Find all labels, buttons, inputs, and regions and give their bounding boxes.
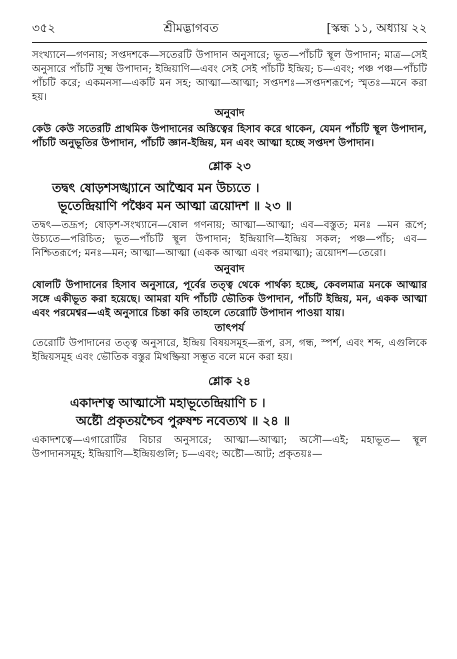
- verse-24-text: [32, 394, 427, 430]
- verse-23-line-1: তদ্বৎ ষোড়শসঙ্খ্যানে আত্মৈব মন উচ্যতে ।: [52, 180, 260, 195]
- page-header: [32, 20, 427, 42]
- book-title: শ্রীমদ্ভাগবত: [163, 21, 219, 35]
- synonyms-previous: সংখ্যানে—গণনায়; সপ্তদশকে—সতেরটি উপাদান অনুসারে; ভূত—পাঁচটি স্থূল উপাদান; মাত্র—সেই অনুসারে পাঁচটি সূক্ষ্ম উপাদান; ইন্দ্রিয়াণি—এবং সেই সেই পাঁচটি ইন্দ্রিয়; চ—এবং; পঞ্চ পঞ্চ—পাঁচটি পাঁচটি করে; একমনসা—একটি মন সহ; আত্মা—আত্মা; সপ্তদশঃ—সপ্তদশরূপে; স্মৃতঃ—মনে করা হয়।: [32, 50, 427, 103]
- verse-23-title: শ্লোক ২৩: [208, 159, 251, 173]
- header-rule: [32, 42, 427, 43]
- page-number: ৩৫২: [32, 21, 56, 35]
- translation-heading: অনুবাদ: [214, 107, 245, 119]
- verse-23-synonyms: তদ্বৎ—তদ্রূপ; ষোড়শ-সংখ্যানে—ষোল গণনায়; আত্মা—আত্মা; এব—বস্তুত; মনঃ —মন রূপে; উচ্যতে—পরিচিত; ভূত—পাঁচটি স্থূল উপাদান; ইন্দ্রিয়াণি—ইন্দ্রিয় সকল; পঞ্চ—পাঁচ; এব—নিশ্চিতরূপে; মনঃ—মন; আত্মা—আত্মা (একক আত্মা এবং পরমাত্মা); ত্রয়োদশ—তেরো।: [32, 220, 427, 259]
- verse-24-title: শ্লোক ২৪: [208, 374, 251, 388]
- verse-23-purport: তেরোটি উপাদানের তত্ত্ব অনুসারে, ইন্দ্রিয় বিষয়সমূহ—রূপ, রস, গন্ধ, স্পর্শ, এবং শব্দ, এগুলিকে ইন্দ্রিয়সমূহ এবং ভৌতিক বস্তুর মিথষ্ক্রিয়া সম্ভূত বলে মনে করা হয়।: [32, 338, 427, 363]
- verse-24-line-1: একাদশত্ব আত্মাসৌ মহাভূতেন্দ্রিয়াণি চ ।: [70, 395, 266, 410]
- verse-23-text: [32, 179, 427, 215]
- verse-23-line-2: ভূতেন্দ্রিয়াণি পঞ্চৈব মন আত্মা ত্রয়োদশ ॥ ২৩ ॥: [58, 198, 292, 213]
- verse-24-line-2: অষ্টৌ প্রকৃতয়শ্চৈব পুরুষশ্চ নবেত্যথ ॥ ২৪ ॥: [76, 413, 290, 428]
- verse-23-translation-heading: অনুবাদ: [214, 263, 245, 275]
- verse-23-purport-heading: তাৎপর্য: [214, 322, 245, 334]
- translation-previous: কেউ কেউ সতেরটি প্রাথমিক উপাদানের অস্তিত্বের হিসাব করে থাকেন, যেমন পাঁচটি স্থূল উপাদান, পাঁচটি অনুভূতির উপাদান, পাঁচটি জ্ঞান-ইন্দ্রিয়, মন এবং আত্মা হচ্ছে সপ্তদশ উপাদান।: [32, 123, 427, 149]
- verse-23-translation: ষোলটি উপাদানের হিসাব অনুসারে, পূর্বের তত্ত্ব থেকে পার্থক্য হচ্ছে, কেবলমাত্র মনকে আত্মার সঙ্গে একীভূত করা হয়েছে। আমরা যদি পাঁচটি ভৌতিক উপাদান, পাঁচটি ইন্দ্রিয়, মন, একক আত্মা এবং পরমেশ্বর—এই অনুসারে চিন্তা করি তাহলে তেরোটি উপাদান পাওয়া যায়।: [32, 279, 427, 319]
- chapter-location: [স্কন্ধ ১১, অধ্যায় ২২: [326, 21, 427, 35]
- verse-24-synonyms: একাদশত্বে—এগারোটির বিচার অনুসারে; আত্মা—আত্মা; অসৌ—এই; মহাভূত— স্থূল উপাদানসমূহ; ইন্দ্রিয়াণি—ইন্দ্রিয়গুলি; চ—এবং; অষ্টৌ—আট; প্রকৃতয়ঃ—: [32, 435, 427, 460]
